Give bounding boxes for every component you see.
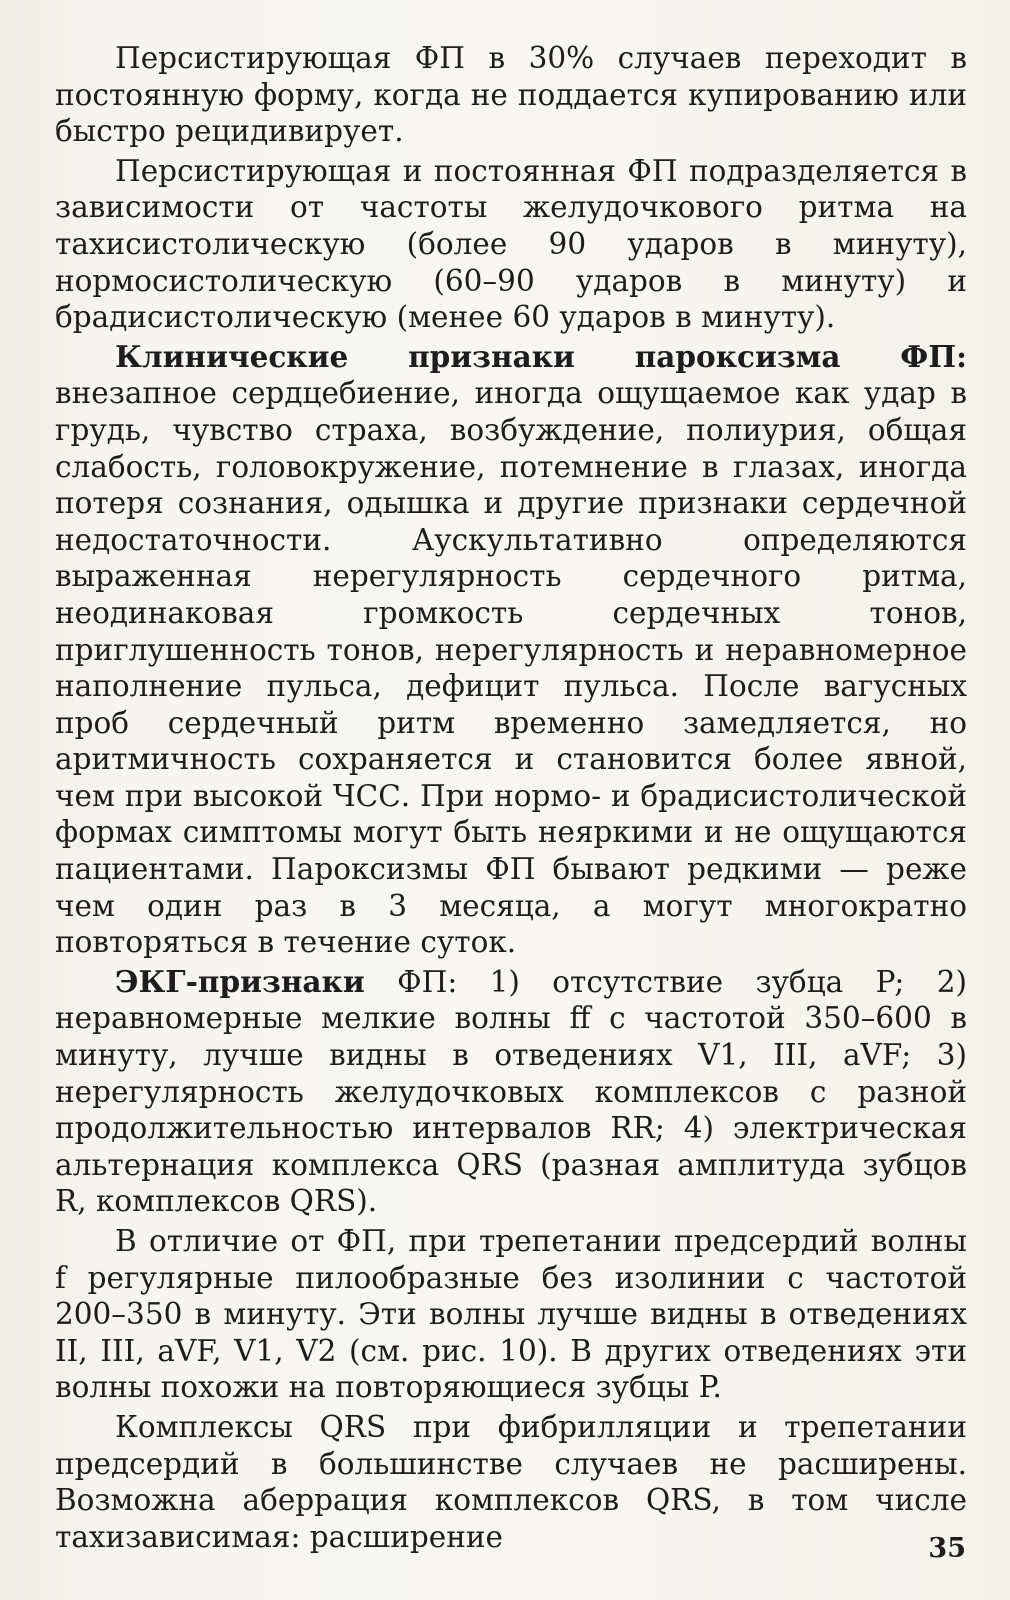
- paragraph-text: внезапное сердцебиение, иногда ощущаемое как удар в грудь, чувство страха, возбуждение, полиурия, общая слабость, головокружение, потемнение в глазах, иногда потеря сознания, одышка и другие признаки сердечной недостаточности. Аускультативно определяются выраженная нерегулярность сердечного ритма, неодинаковая громкость сердечных тонов, приглушенность тонов, нерегулярность и неравномерное наполнение пульса, дефицит пульса. После вагусных проб сердечный ритм временно замедляется, но аритмичность сохраняется и становится более явной, чем при высокой ЧСС. При нормо- и брадисистолической формах симптомы могут быть неяркими и не ощущаются пациентами. Пароксизмы ФП бывают редкими — реже чем один раз в 3 месяца, а могут многократно повторяться в течение суток.: [55, 376, 967, 960]
- paragraph-text: Комплексы QRS при фибрилляции и трепетании предсердий в большинстве случаев не расширены. Возможна аберрация комплексов QRS, в том числе тахизависимая: расширение: [55, 1409, 967, 1554]
- paragraph-text: В отличие от ФП, при трепетании предсердий волны f регулярные пилообразные без изолинии с частотой 200–350 в минуту. Эти волны лучше видны в отведениях II, III, aVF, V1, V2 (см. рис. 10). В других отведениях эти волны похожи на повторяющиеся зубцы P.: [55, 1224, 967, 1405]
- paragraph-clinical-signs: [55, 339, 967, 961]
- paragraph-text: Персистирующая ФП в 30% случаев переходит в постоянную форму, когда не поддается купированию или быстро рецидивирует.: [55, 41, 967, 149]
- paragraph-ecg-signs: [55, 964, 967, 1220]
- paragraph-classification: [55, 153, 967, 336]
- paragraph-text: Персистирующая и постоянная ФП подразделяется в зависимости от частоты желудочкового ритма на тахисистолическую (более 90 ударов в минуту), нормосистолическую (60–90 ударов в минуту) и брадисистолическую (менее 60 ударов в минуту).: [55, 153, 967, 335]
- paragraph-text: ФП: 1) отсутствие зубца P; 2) неравномерные мелкие волны ff с частотой 350–600 в минуту, лучше видны в отведениях V1, III, aVF; 3) нерегулярность желудочковых комплексов с разной продолжительностью интервалов RR; 4) электрическая альтернация комплекса QRS (разная амплитуда зубцов R, комплексов QRS).: [55, 964, 967, 1219]
- paragraph-persistent-fp: [55, 40, 967, 150]
- paragraph-atrial-flutter: [55, 1223, 967, 1406]
- paragraph-heading: ЭКГ-признаки: [115, 963, 365, 999]
- body-text: [55, 40, 967, 1555]
- paragraph-qrs: [55, 1409, 967, 1555]
- paragraph-heading: Клинические признаки пароксизма ФП:: [115, 338, 967, 374]
- page-number: 35: [928, 1533, 966, 1564]
